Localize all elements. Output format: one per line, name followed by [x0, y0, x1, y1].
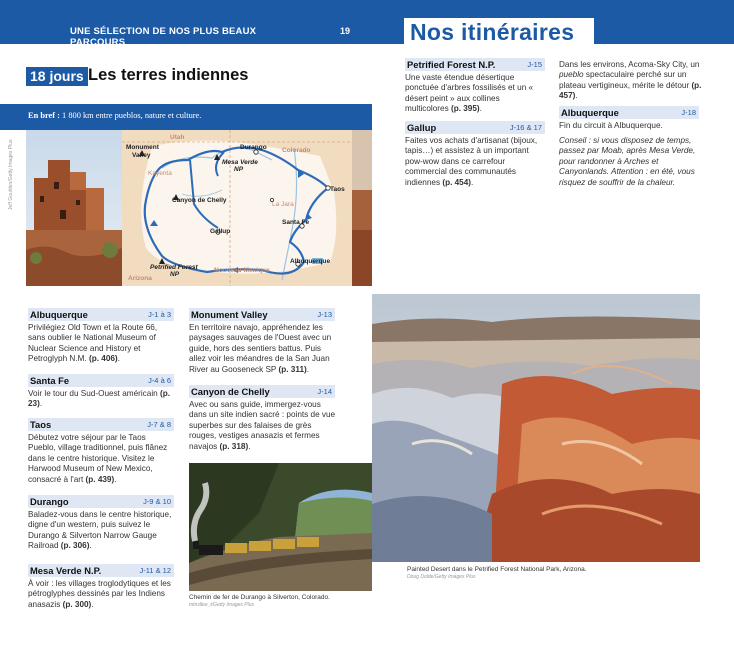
days-badge: 18 jours	[26, 67, 88, 86]
entry-taos-body: Débutez votre séjour par le Taos Pueblo, village traditionnel, puis flânez dans le centre historique. Visitez le Harwood Museum of New Mexico, consacré à l'art (p. 439).	[28, 433, 168, 484]
entry-mesa-verde-head	[28, 564, 174, 577]
pueblo-ruins-photo	[26, 130, 122, 286]
map-place-mesa-verde-np: NP	[234, 166, 244, 173]
route-map	[122, 130, 352, 286]
map-label-utah: Utah	[170, 134, 185, 141]
map-place-mesa-verde: Mesa Verde	[222, 159, 258, 166]
entry-albuquerque-body: Privilégiez Old Town et la Route 66, sans oublier le National Museum of Nuclear Science and History et Petroglyph N.M. (p. 406).	[28, 323, 158, 364]
conseil-tip: Conseil : si vous disposez de temps, passez par Moab, après Mesa Verde, pour randonner à Arches et Canyonlands. Attention : en été, vous risquez de souffrir de la chaleur.	[559, 136, 696, 187]
entry-days: J-18	[681, 108, 696, 117]
entry-monument-valley-head	[189, 308, 335, 321]
entry-name: Albuquerque	[561, 107, 619, 118]
entry-albuquerque-head	[28, 308, 174, 321]
summary-label: En bref :	[28, 111, 60, 120]
map-place-la-jara: La Jara	[272, 201, 294, 208]
left-header-title: UNE SÉLECTION DE NOS PLUS BEAUX PARCOURS	[70, 26, 257, 48]
entry-days: J-15	[527, 60, 542, 69]
desert-caption: Painted Desert dans le Petrified Forest National Park, Arizona.	[407, 566, 587, 573]
train-photo-credit: mtnsllee_t/Getty Images Plus	[189, 602, 255, 608]
entry-gallup-body: Faites vos achats d'artisanat (bijoux, tapis…) et assistez à un important pow-wow dans ce carrefour commercial des communautés indiennes (p. 454).	[405, 136, 538, 187]
entry-santa-fe-head	[28, 374, 174, 387]
painted-desert-photo	[372, 294, 700, 562]
entry-days: J-1 à 3	[148, 310, 171, 319]
map-label-colorado: Colorado	[282, 147, 311, 154]
entry-albuquerque-end-body: Fin du circuit à Albuquerque.	[559, 121, 663, 130]
entry-days: J-16 & 17	[509, 123, 542, 132]
entry-petrified-forest-head	[405, 58, 545, 71]
entry-name: Taos	[30, 419, 52, 430]
page-number: 19	[340, 26, 351, 36]
entry-name: Mesa Verde N.P.	[30, 565, 102, 576]
entry-canyon-de-chelly-body: Avec ou sans guide, immergez-vous dans un site indien sacré : points de vue superbes sur des falaises de grès rouges, vestiges anasazis et fermes navajos (p. 318).	[189, 400, 336, 451]
entry-days: J-14	[317, 387, 332, 396]
desert-photo-credit: Doug Dolde/Getty Images Plus	[407, 574, 476, 580]
entry-days: J-9 & 10	[143, 497, 171, 506]
entry-name: Durango	[30, 496, 69, 507]
entry-santa-fe-body: Voir le tour du Sud-Ouest américain (p. 23).	[28, 389, 170, 409]
acoma-text: Dans les environs, Acoma-Sky City, un pueblo spectaculaire perché sur un plateau vertigineux, mérite le détour (p. 457).	[559, 60, 702, 101]
entry-taos-head	[28, 418, 174, 431]
entry-mesa-verde-body: À voir : les villages troglodytiques et les pétroglyphes dessinés par les Indiens anasazis (p. 300).	[28, 579, 171, 609]
map-place-petrified-forest: Petrified Forest	[150, 264, 198, 271]
entry-monument-valley-body: En territoire navajo, appréhendez les paysages sauvages de l'Ouest avec un guide, hors des sentiers battus. Puis allez voir les méandres de la San Juan River au Gooseneck SP (p. 311).	[189, 323, 332, 374]
map-place-monument-valley-2: Valley	[132, 152, 151, 159]
entry-petrified-forest-body: Une vaste étendue désertique ponctuée d'arbres fossilisés et un « désert peint » aux collines multicolores (p. 395).	[405, 73, 534, 114]
entry-canyon-de-chelly-head	[189, 385, 335, 398]
right-header-title: Nos itinéraires	[410, 19, 575, 45]
map-place-canyon-de-chelly: Canyon de Chelly	[172, 197, 227, 204]
entry-name: Petrified Forest N.P.	[407, 59, 496, 70]
map-place-gallup: Gallup	[210, 228, 231, 235]
entry-name: Monument Valley	[191, 309, 268, 320]
entry-name: Santa Fe	[30, 375, 70, 386]
map-place-taos: Taos	[330, 186, 345, 193]
entry-name: Gallup	[407, 122, 437, 133]
durango-train-photo	[189, 463, 372, 591]
summary-text	[28, 111, 201, 120]
map-place-monument-valley-1: Monument	[126, 144, 159, 151]
map-place-petrified-forest-np: NP	[170, 271, 180, 278]
map-place-durango: Durango	[240, 144, 267, 151]
entry-durango-head	[28, 495, 174, 508]
entry-gallup-head	[405, 121, 545, 134]
entry-days: J-7 & 8	[147, 420, 171, 429]
route-title: Les terres indiennes	[88, 66, 249, 84]
map-place-santa-fe: Santa Fe	[282, 219, 310, 226]
entry-days: J-11 & 12	[139, 566, 171, 575]
entry-albuquerque-end-head	[559, 106, 699, 119]
entry-name: Canyon de Chelly	[191, 386, 270, 397]
entry-days: J-4 à 6	[148, 376, 171, 385]
entry-name: Albuquerque	[30, 309, 88, 320]
train-caption: Chemin de fer de Durango à Silverton, Colorado.	[189, 594, 330, 601]
entry-days: J-13	[317, 310, 332, 319]
red-rock-strip-photo	[352, 130, 372, 286]
ruins-photo-credit: Jeff Goulden/Getty Images Plus	[8, 139, 14, 210]
map-place-kayenta: Kayenta	[148, 170, 172, 177]
map-label-arizona: Arizona	[128, 275, 152, 282]
entry-durango-body: Baladez-vous dans le centre historique, digne d'un western, puis suivez le Durango & Silverton Narrow Gauge Railroad (p. 306).	[28, 510, 172, 551]
map-label-nouveau-mexique: Nouveau-Mexique	[214, 267, 270, 274]
map-place-albuquerque: Albuquerque	[290, 258, 331, 265]
summary-body: 1 800 km entre pueblos, nature et culture.	[59, 111, 202, 120]
